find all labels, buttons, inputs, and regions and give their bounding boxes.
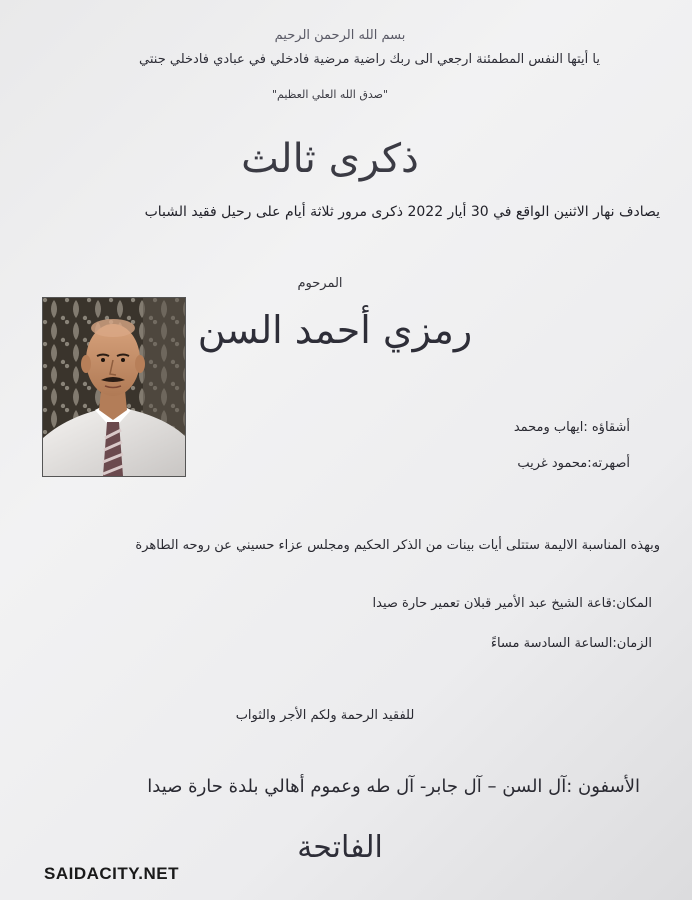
mourners-line: الأسفون :آل السن – آل جابر- آل طه وعموم أهالي بلدة حارة صيدا <box>147 776 640 797</box>
quran-verse: يا أيتها النفس المطمئنة ارجعي الى ربك راضية مرضية فادخلي في عبادي فادخلي جنتي <box>139 52 600 67</box>
basmala: بسم الله الرحمن الرحيم <box>274 28 406 43</box>
occasion-line: وبهذه المناسبة الاليمة ستتلى أيات بينات من الذكر الحكيم ومجلس عزاء حسيني عن روحه الطاهرة <box>135 538 660 553</box>
page-title: ذكرى ثالث <box>241 136 419 182</box>
intro-line: يصادف نهار الاثنين الواقع في 30 أيار 2022 ذكرى مرور ثلاثة أيام على رحيل فقيد الشباب <box>144 204 660 220</box>
deceased-name: رمزي أحمد السن <box>197 308 473 352</box>
fatiha-line: الفاتحة <box>297 830 383 865</box>
portrait-photo <box>42 297 186 477</box>
brothers-in-law-line: أصهرته:محمود غريب <box>517 456 630 471</box>
condolence-line: للفقيد الرحمة ولكم الأجر والثواب <box>235 708 415 723</box>
time-line: الزمان:الساعة السادسة مساءً <box>490 636 652 651</box>
site-watermark: SAIDACITY.NET <box>44 864 179 883</box>
portrait-illustration <box>43 298 185 476</box>
place-line: المكان:قاعة الشيخ عبد الأمير قبلان تعمير حارة صيدا <box>372 596 652 611</box>
deceased-label: المرحوم <box>297 276 343 291</box>
sadaqa-line: "صدق الله العلي العظيم" <box>271 88 389 101</box>
brothers-line: أشقاؤه :ايهاب ومحمد <box>513 420 630 435</box>
